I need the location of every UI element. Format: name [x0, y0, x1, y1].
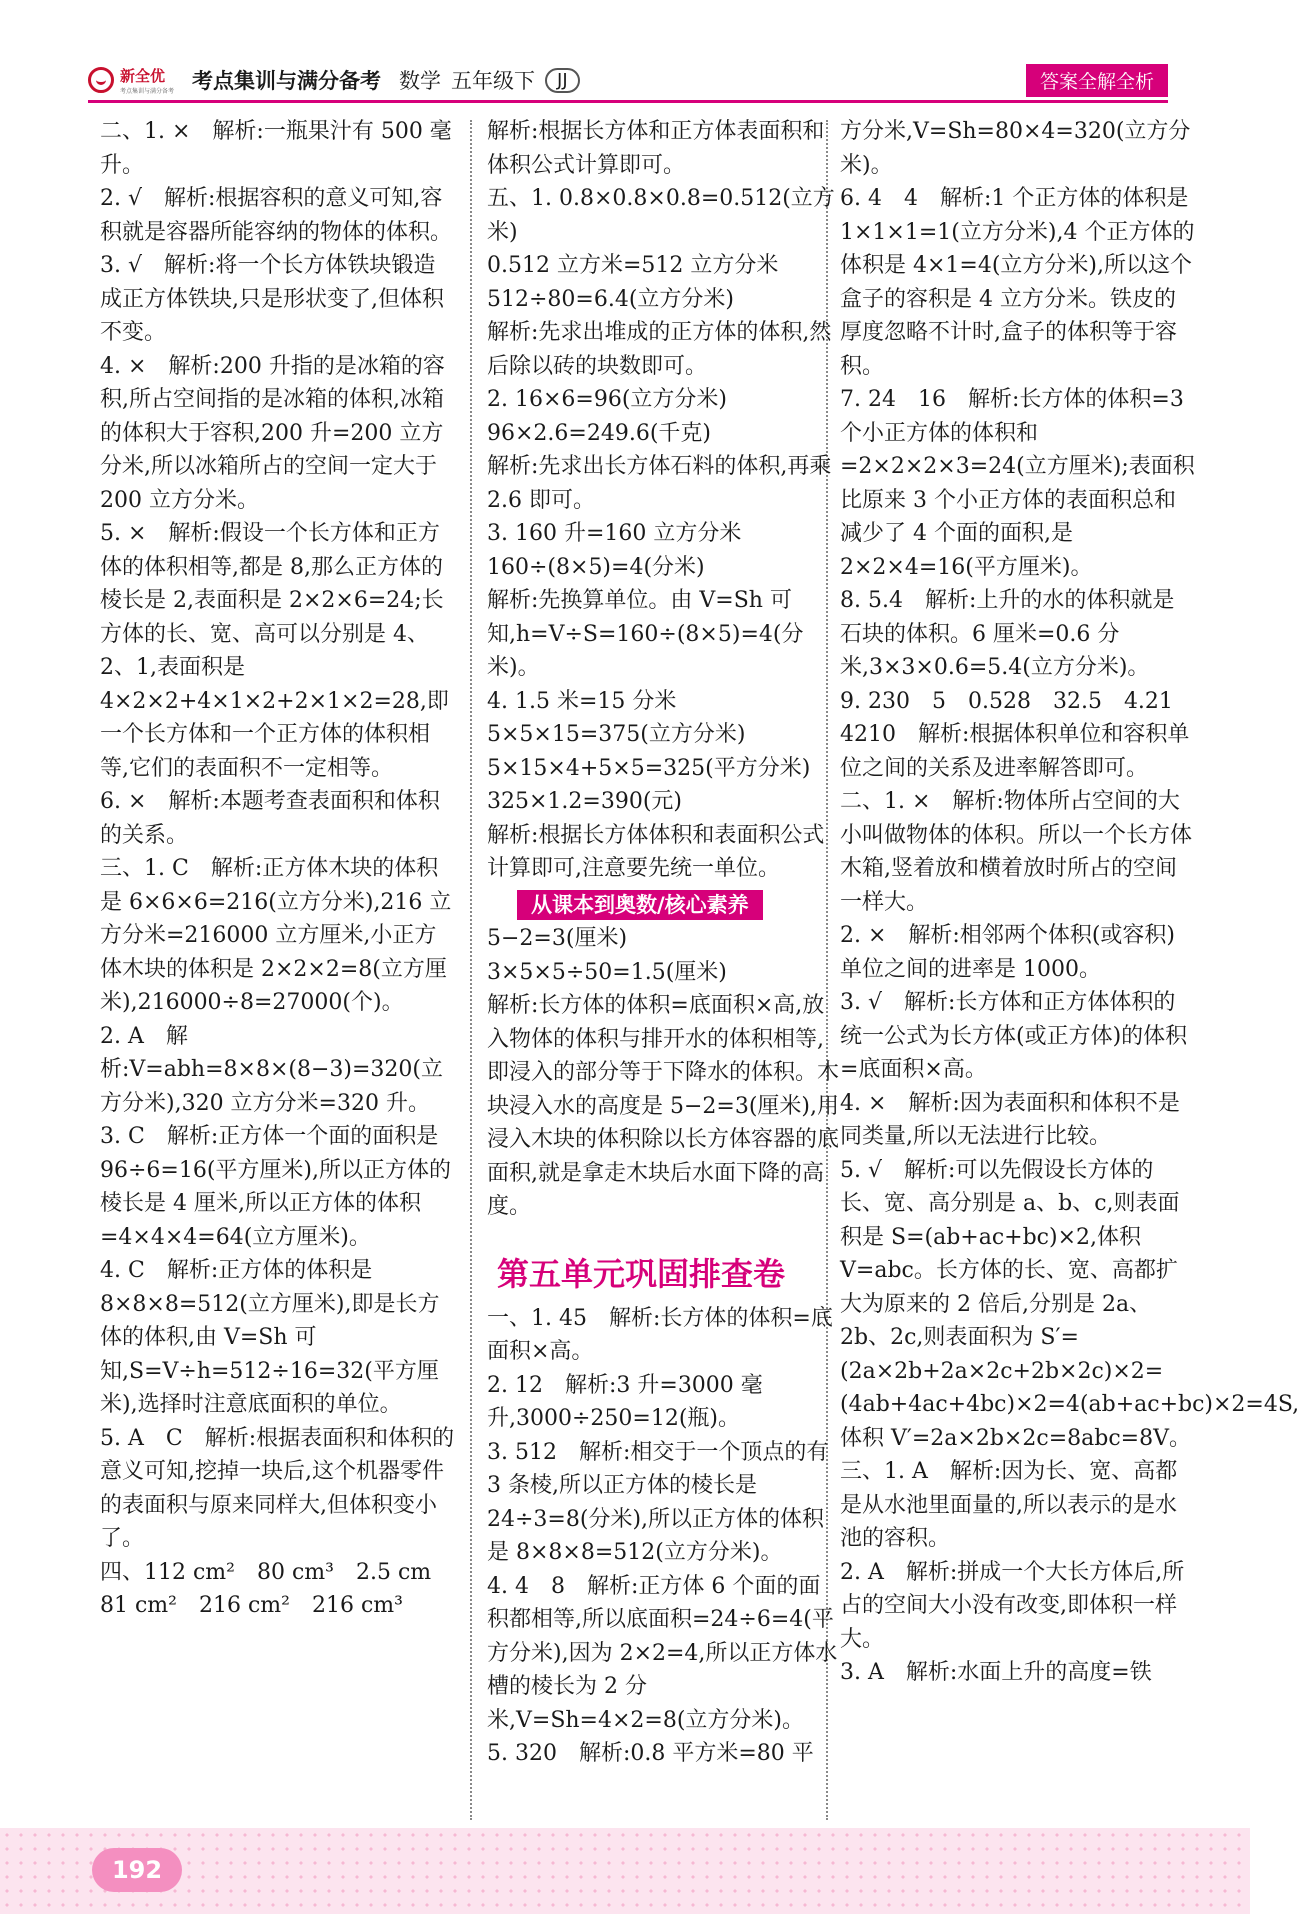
answer-item: 二、1. × 解析:物体所占空间的大小叫做物体的体积。所以一个长方体木箱,竖着放和横着放时所占的空间一样大。 — [840, 789, 1193, 915]
header-rule — [88, 100, 1168, 103]
answer-item: 96×2.6=249.6(千克) — [487, 420, 711, 446]
publisher-logo — [88, 65, 174, 95]
answer-item: 解析:先求出长方体石料的体积,再乘 2.6 即可。 — [487, 454, 832, 513]
answer-item: 4. 4 8 解析:正方体 6 个面的面积都相等,所以底面积=24÷6=4(平方分米),因为 2×2=4,所以正方体水槽的棱长为 2 分米,V=Sh=4×2=8(立方分米)。 — [487, 1573, 838, 1733]
subject-label: 数学 — [399, 69, 442, 93]
answer-item: 7. 24 16 解析:长方体的体积=3 个小正方体的体积和=2×2×2×3=24(立方厘米);表面积比原来 3 个小正方体的表面积总和减少了 4 个面的面积,是 2×2×4=16(平方厘米)。 — [840, 387, 1195, 580]
page-footer — [0, 1828, 1250, 1914]
answer-item: 160÷(8×5)=4(分米) — [487, 554, 705, 580]
answer-item: 解析:先换算单位。由 V=Sh 可知,h=V÷S=160÷(8×5)=4(分米)。 — [487, 588, 804, 680]
answer-column-2 — [487, 115, 842, 1771]
logo-subtext: 考点集训与满分备考 — [120, 88, 175, 95]
answer-item: 2. × 解析:相邻两个体积(或容积)单位之间的进率是 1000。 — [840, 923, 1175, 982]
answer-item: 2. A 解析:拼成一个大长方体后,所占的空间大小没有改变,即体积一样大。 — [840, 1559, 1185, 1652]
page-header — [88, 62, 1168, 98]
answer-item: 5×5×15=375(立方分米) — [487, 722, 746, 747]
answer-item: 4210 解析:根据体积单位和容积单位之间的关系及进率解答即可。 — [840, 722, 1190, 781]
grade-label: 五年级下 — [451, 69, 536, 93]
answer-item: 0.512 立方米=512 立方分米 — [487, 253, 779, 278]
answer-item: 解析:根据长方体体积和表面积公式计算即可,注意要先统一单位。 — [487, 822, 825, 881]
answer-item: 解析:先求出堆成的正方体的体积,然后除以砖的块数即可。 — [487, 320, 832, 379]
answer-item: 二、1. × 解析:一瓶果汁有 500 毫升。 — [100, 119, 452, 178]
column-divider — [470, 120, 472, 1820]
logo-icon — [88, 67, 114, 93]
answer-item: 5. × 解析:假设一个长方体和正方体的体积相等,都是 8,那么正方体的棱长是 2,表面积是 2×2×6=24;长方体的长、宽、高可以分别是 4、2、1,表面积是 4×2×2+4×1×2+2×1×2=28,即一个长方体和一个正方体的体积相等,它们的表面积不一定相等。 — [100, 521, 449, 781]
answer-item: 2. A 解析:V=abh=8×8×(8−3)=320(立方分米),320 立方分米=320 升。 — [100, 1023, 443, 1116]
answer-column-3 — [840, 115, 1299, 1690]
answer-item: 3×5×5÷50=1.5(厘米) — [487, 959, 727, 985]
answer-item: 5. 320 解析:0.8 平方米=80 平 — [487, 1741, 814, 1766]
answer-item: 512÷80=6.4(立方分米) — [487, 286, 735, 312]
series-title: 考点集训与满分备考 — [192, 69, 382, 93]
answer-item: 3. A 解析:水面上升的高度=铁 — [840, 1660, 1152, 1685]
page-number: 192 — [92, 1848, 182, 1892]
answer-item: 2. √ 解析:根据容积的意义可知,容积就是容器所能容纳的物体的体积。 — [100, 186, 453, 245]
answer-item: 3. 512 解析:相交于一个顶点的有 3 条棱,所以正方体的棱长是 24÷3=8(分米),所以正方体的体积是 8×8×8=512(立方分米)。 — [487, 1439, 829, 1565]
answer-item: 2. 12 解析:3 升=3000 毫升,3000÷250=12(瓶)。 — [487, 1372, 763, 1431]
answer-item: 6. 4 4 解析:1 个正方体的体积是 1×1×1=1(立方分米),4 个正方体的体积是 4×1=4(立方分米),所以这个盒子的容积是 4 立方分米。铁皮的厚度忽略不计时,盒子的体积等于容积。 — [840, 186, 1195, 379]
answer-item: 解析:根据长方体和正方体表面积和体积公式计算即可。 — [487, 119, 825, 178]
answer-item: 4. C 解析:正方体的体积是 8×8×8=512(立方厘米),即是长方体的体积,由 V=Sh 可知,S=V÷h=512÷16=32(平方厘米),选择时注意底面积的单位。 — [100, 1258, 440, 1417]
answer-item: 2. 16×6=96(立方分米) — [487, 387, 728, 412]
answer-item: 三、1. C 解析:正方体木块的体积是 6×6×6=216(立方分米),216 立方分米=216000 立方厘米,小正方体木块的体积是 2×2×2=8(立方厘米),216000÷8=27000(个)。 — [100, 856, 452, 1015]
answer-item: 3. √ 解析:长方体和正方体体积的统一公式为长方体(或正方体)的体积=底面积×高。 — [840, 990, 1188, 1082]
answer-item: 3. C 解析:正方体一个面的面积是 96÷6=16(平方厘米),所以正方体的棱长是 4 厘米,所以正方体的体积=4×4×4=64(立方厘米)。 — [100, 1124, 452, 1250]
answer-item: 81 cm² 216 cm² 216 cm³ — [100, 1593, 403, 1618]
logo-text: 新全优 — [120, 67, 166, 85]
answer-item: 5×15×4+5×5=325(平方分米) — [487, 755, 811, 781]
answer-item: 4. 1.5 米=15 分米 — [487, 688, 677, 714]
answer-key-label: 答案全解全析 — [1026, 64, 1168, 97]
unit-title: 第五单元巩固排查卷 — [497, 1254, 786, 1293]
answer-item: 4. × 解析:因为表面积和体积不是同类量,所以无法进行比较。 — [840, 1090, 1180, 1149]
answer-item: 4. × 解析:200 升指的是冰箱的容积,所占空间指的是冰箱的体积,冰箱的体积大于容积,200 升=200 立方分米,所以冰箱所占的空间一定大于 200 立方分米。 — [100, 353, 445, 513]
answer-item: 9. 230 5 0.528 32.5 4.21 — [840, 688, 1173, 714]
answer-item: 5−2=3(厘米) — [487, 926, 628, 951]
answer-item: 5. √ 解析:可以先假设长方体的长、宽、高分别是 a、b、c,则表面积是 S=(ab+ac+bc)×2,体积 V=abc。长方体的长、宽、高都扩大为原来的 2 倍后,分别是 2a、2b、2c,则表面积为 S′=(2a×2b+2a×2c+2b×2c)×2=(4ab+4ac+4bc)×2=4(ab+ac+bc)×2=4S,体积 V′=2a×2b×2c=8abc=8V。 — [840, 1157, 1299, 1451]
section-banner: 从课本到奥数/核心素养 — [517, 890, 763, 920]
answer-item: 五、1. 0.8×0.8×0.8=0.512(立方米) — [487, 186, 835, 245]
answer-item: 解析:长方体的体积=底面积×高,放入物体的体积与排开水的体积相等,即浸入的部分等于下降水的体积。木块浸入水的高度是 5−2=3(厘米),用浸入木块的体积除以长方体容器的底面积,就是拿走木块后水面下降的高度。 — [487, 993, 840, 1219]
answer-item: 四、112 cm² 80 cm³ 2.5 cm — [100, 1559, 432, 1585]
answer-column-1 — [100, 115, 455, 1623]
answer-item: 325×1.2=390(元) — [487, 789, 683, 814]
answer-item: 三、1. A 解析:因为长、宽、高都是从水池里面量的,所以表示的是水池的容积。 — [840, 1459, 1178, 1551]
edition-badge: JJ — [545, 68, 580, 93]
answer-item: 5. A C 解析:根据表面积和体积的意义可知,挖掉一块后,这个机器零件的表面积与原来同样大,但体积变小了。 — [100, 1425, 455, 1551]
answer-item: 3. 160 升=160 立方分米 — [487, 521, 742, 546]
answer-item: 方分米,V=Sh=80×4=320(立方分米)。 — [840, 119, 1191, 178]
answer-item: 6. × 解析:本题考查表面积和体积的关系。 — [100, 789, 440, 848]
answer-item: 3. √ 解析:将一个长方体铁块锻造成正方体铁块,只是形状变了,但体积不变。 — [100, 253, 444, 345]
answer-item: 8. 5.4 解析:上升的水的体积就是石块的体积。6 厘米=0.6 分米,3×3×0.6=5.4(立方分米)。 — [840, 588, 1175, 680]
answer-item: 一、1. 45 解析:长方体的体积=底面积×高。 — [487, 1305, 833, 1364]
